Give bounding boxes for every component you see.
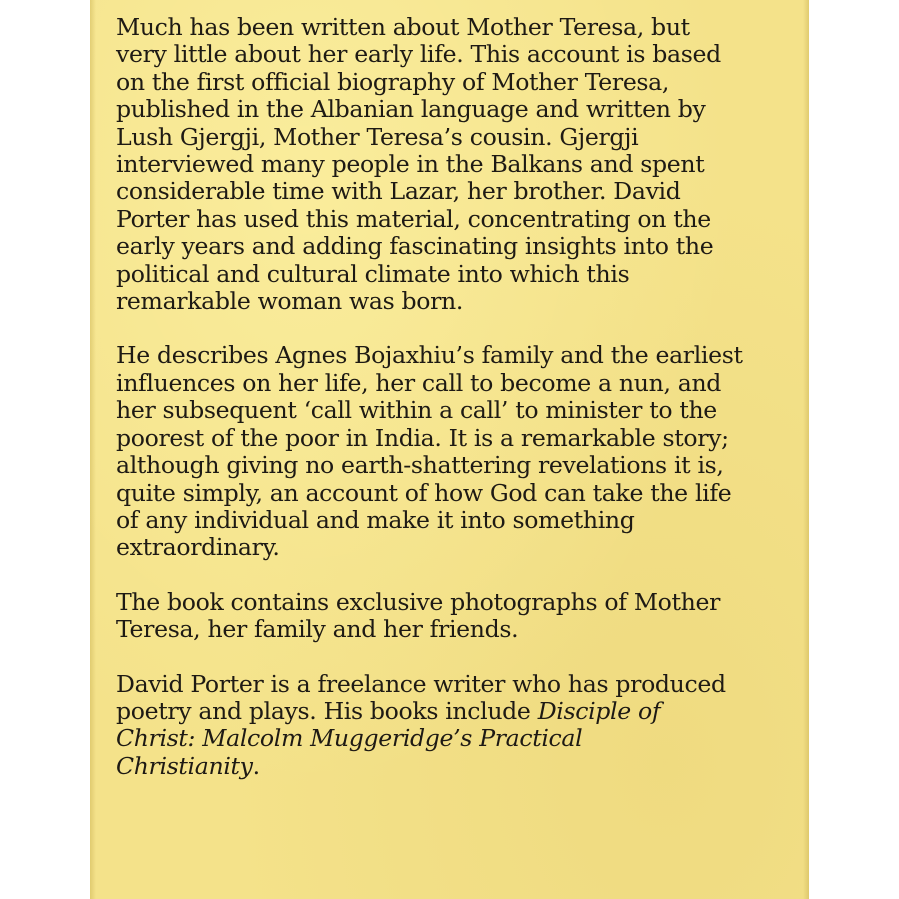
text-line: interviewed many people in the Balkans and spent <box>116 150 705 179</box>
text-line: published in the Albanian language and written by <box>116 95 706 124</box>
text-line: Porter has used this material, concentrating on the <box>116 204 711 233</box>
text-line: remarkable woman was born. <box>116 287 464 316</box>
paragraph-story <box>116 342 796 561</box>
text-line: He describes Agnes Bojaxhiu’s family and the earliest <box>116 341 743 370</box>
text-line: very little about her early life. This account is based <box>116 40 721 69</box>
text-line: The book contains exclusive photographs of Mother <box>116 587 720 616</box>
text-line: her subsequent ‘call within a call’ to minister to the <box>116 396 717 425</box>
book-title-italic: Disciple of <box>537 696 661 725</box>
paragraph-intro <box>116 14 796 315</box>
text-line: quite simply, an account of how God can take the life <box>116 478 732 507</box>
text-segment: poetry and plays. His books include <box>116 696 538 725</box>
text-line: early years and adding fascinating insights into the <box>116 232 714 261</box>
text-line <box>116 698 796 725</box>
text-line: David Porter is a freelance writer who has produced <box>116 669 726 698</box>
book-back-cover <box>90 0 809 899</box>
text-line: considerable time with Lazar, her brother. David <box>116 177 681 206</box>
book-title-italic: Christianity <box>116 751 253 780</box>
text-line: Lush Gjergji, Mother Teresa’s cousin. Gjergji <box>116 122 639 151</box>
paragraph-author-bio <box>116 671 796 781</box>
text-segment: . <box>252 751 260 780</box>
paragraph-photographs <box>116 589 796 644</box>
text-line: extraordinary. <box>116 533 280 562</box>
text-line: Teresa, her family and her friends. <box>116 615 519 644</box>
text-line <box>116 725 796 752</box>
text-line: of any individual and make it into something <box>116 505 635 534</box>
text-line: on the first official biography of Mother Teresa, <box>116 67 670 96</box>
text-line: influences on her life, her call to become a nun, and <box>116 368 722 397</box>
book-title-italic: Christ: Malcolm Muggeridge’s Practical <box>116 724 583 753</box>
text-line: Much has been written about Mother Teresa, but <box>116 13 690 41</box>
text-line <box>116 753 796 780</box>
text-line: although giving no earth-shattering revelations it is, <box>116 451 724 480</box>
blurb-text <box>116 14 796 807</box>
text-line: poorest of the poor in India. It is a remarkable story; <box>116 423 729 452</box>
text-line: political and cultural climate into which this <box>116 259 630 288</box>
